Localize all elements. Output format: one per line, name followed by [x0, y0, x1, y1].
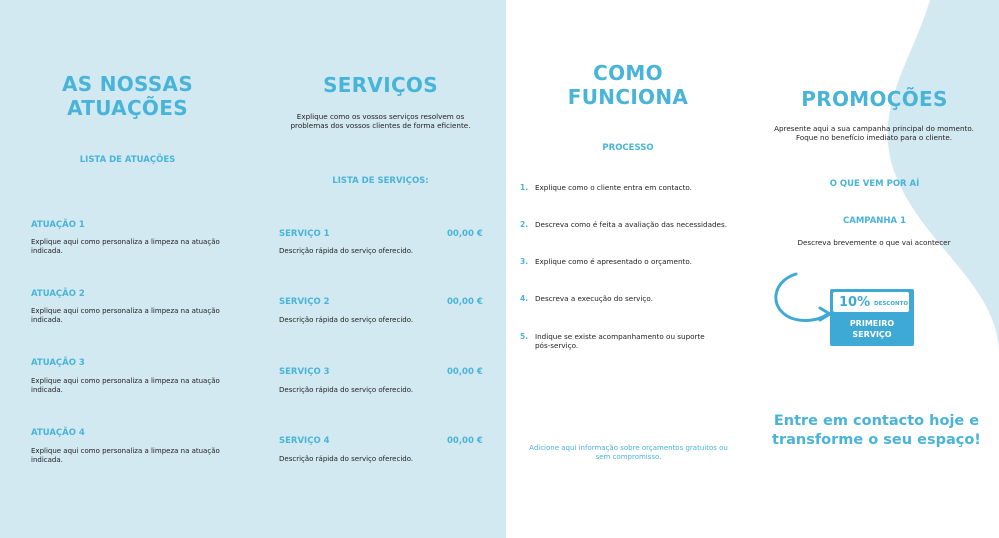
atuacoes-title-line1: AS NOSSAS: [61, 72, 194, 96]
servicos-list-label: LISTA DE SERVIÇOS:: [332, 176, 429, 186]
step-text: Explique como o cliente entra em contacto.: [535, 183, 692, 192]
servico-price: 00,00 €: [447, 436, 483, 446]
servico-title: SERVIÇO 4: [279, 436, 330, 446]
servicos-title: SERVIÇOS: [323, 73, 438, 97]
step-number: 1.: [520, 183, 529, 192]
badge-percent: 10%: [839, 295, 871, 310]
step-number: 3.: [520, 257, 529, 266]
call-to-action: Entre em contacto hoje e transforme o seu espaço!: [772, 413, 981, 448]
promocoes-intro: Apresente aqui a sua campanha principal do momento. Foque no benefício imediato para o cliente.: [774, 124, 974, 142]
atuacao-desc: Explique aqui como personaliza a limpeza na atuação indicada.: [31, 238, 220, 255]
step-number: 2.: [520, 220, 529, 229]
step-text: Indique se existe acompanhamento ou suporte pós-serviço.: [535, 332, 705, 350]
atuacoes-title-line2: ATUAÇÕES: [67, 96, 188, 120]
badge-line1: PRIMEIRO: [849, 319, 895, 328]
campaign-desc: Descreva brevemente o que vai acontecer: [797, 238, 951, 247]
step-number: 4.: [520, 294, 529, 303]
curved-arrow-icon: [768, 270, 838, 330]
step-text: Descreva como é feita a avaliação das necessidades.: [535, 220, 728, 229]
servico-price: 00,00 €: [447, 229, 483, 239]
discount-badge: [830, 289, 914, 346]
orcamento-note: Adicione aqui informação sobre orçamentos gratuitos ou sem compromisso.: [529, 444, 728, 461]
step-text: Descreva a execução do serviço.: [535, 294, 653, 303]
badge-line2: SERVIÇO: [852, 330, 892, 339]
campaign-title: CAMPANHA 1: [843, 216, 906, 226]
servico-price: 00,00 €: [447, 367, 483, 377]
servico-desc: Descrição rápida do serviço oferecido.: [279, 316, 414, 324]
atuacao-desc: Explique aqui como personaliza a limpeza na atuação indicada.: [31, 307, 220, 324]
servico-title: SERVIÇO 3: [279, 367, 330, 377]
servico-price: 00,00 €: [447, 297, 483, 307]
como-title-line1: COMO: [593, 61, 663, 85]
servico-desc: Descrição rápida do serviço oferecido.: [279, 247, 414, 255]
atuacoes-list-label: LISTA DE ATUAÇÕES: [79, 155, 176, 165]
processo-label: PROCESSO: [602, 143, 654, 153]
badge-top: [833, 292, 909, 312]
step-number: 5.: [520, 332, 529, 341]
servico-title: SERVIÇO 1: [279, 229, 330, 239]
atuacao-title: ATUAÇÃO 4: [31, 428, 85, 438]
step-text: Explique como é apresentado o orçamento.: [535, 257, 692, 266]
promocoes-panel: [750, 0, 999, 538]
atuacao-title: ATUAÇÃO 1: [31, 220, 85, 230]
como-title-line2: FUNCIONA: [567, 85, 689, 109]
promocoes-title: PROMOÇÕES: [801, 87, 948, 111]
atuacao-desc: Explique aqui como personaliza a limpeza na atuação indicada.: [31, 447, 220, 464]
badge-word: DESCONTO: [874, 301, 909, 307]
servico-desc: Descrição rápida do serviço oferecido.: [279, 455, 414, 463]
atuacao-title: ATUAÇÃO 2: [31, 289, 85, 299]
servico-desc: Descrição rápida do serviço oferecido.: [279, 386, 414, 394]
servicos-intro: Explique como os vossos serviços resolvem os problemas dos vossos clientes de forma eficiente.: [290, 112, 471, 130]
servico-title: SERVIÇO 2: [279, 297, 330, 307]
atuacao-desc: Explique aqui como personaliza a limpeza na atuação indicada.: [31, 377, 220, 394]
upcoming-label: O QUE VEM POR AÍ: [829, 179, 920, 189]
atuacao-title: ATUAÇÃO 3: [31, 358, 85, 368]
